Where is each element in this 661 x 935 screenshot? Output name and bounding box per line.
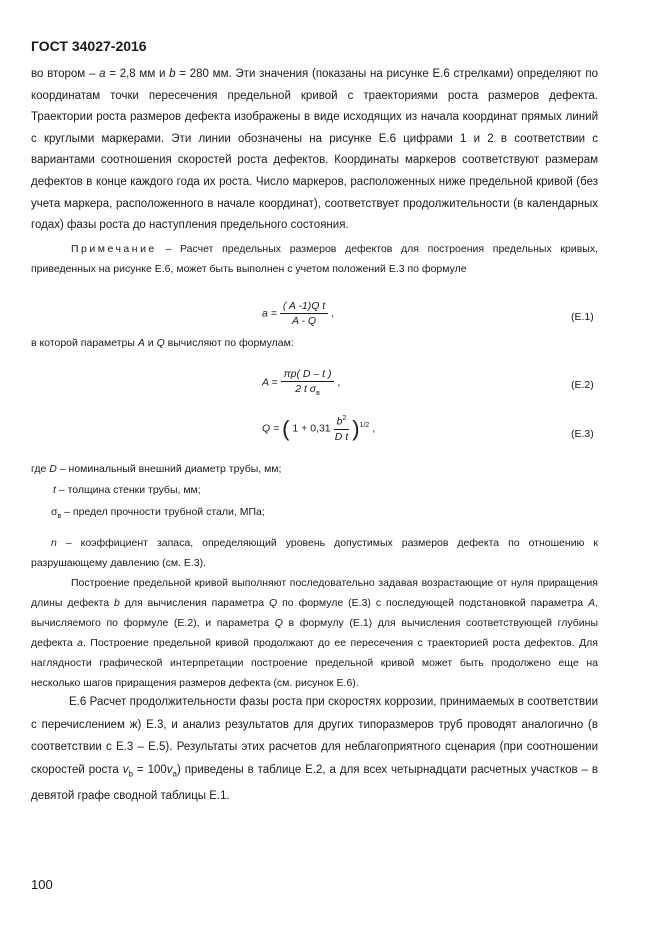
formula-e2: A = $\frac{\pi p( D - t )}{2 t \sigma_в}$ ,: [262, 368, 341, 398]
legend-item-d: где D – номинальный внешний диаметр трубы, мм;: [31, 463, 282, 475]
formula-e3: Q = ( 1 + 0,31 $\frac{b^2}{\text{D t}}$ )$^{1/2}$ ,: [262, 415, 376, 443]
formula-e1: a = $\frac{\text{( A -1)Q t}}{A - Q}$ ,: [262, 300, 335, 327]
note-paragraph: Примечание – Расчет предельных размеров дефектов для построения предельных кривых, приведенных на рисунке Е.6, может быть выполнен с учетом положений Е.3 по формуле: [31, 243, 598, 275]
body-paragraph-intro: во втором – a = 2,8 мм и b = 280 мм. Эти значения (показаны на рисунке Е.6 стрелками) определяют по координатам точки пересечения предельной кривой с траекториями роста размеров дефекта. Траектории роста размеров дефекта изображены в виде исходящих из начала координат прямых линий с круглыми маркерами. Эти линии обозначены на рисунке Е.6 цифрами 1 и 2 в соответствии с вариантами соотношения скоростей роста дефектов. Координаты маркеров соответствуют размерам дефектов в конце каждого года их роста. Число маркеров, расположенных ниже предельной кривой (без учета маркера, расположенного в начале координат), соответствует продолжительности (в календарных годах) фазы роста до наступления предельного состояния.: [31, 68, 599, 232]
document-header: ГОСТ 34027-2016: [31, 38, 147, 54]
legend-item-sigma: $\sigma_в$ – предел прочности трубной стали, МПа;: [51, 506, 265, 521]
formula-number-e3: (Е.3): [571, 428, 594, 440]
note-label: Примечание: [71, 243, 157, 255]
formula-number-e2: (Е.2): [571, 379, 594, 391]
legend-item-n: n – коэффициент запаса, определяющий уровень допустимых размеров дефекта по отношению к разрушающему давлению (см. Е.3).: [31, 537, 598, 569]
legend-item-t: t – толщина стенки трубы, мм;: [53, 484, 201, 496]
section-e6-paragraph: Е.6 Расчет продолжительности фазы роста при скоростях коррозии, принимаемых в соответствии с перечислением ж) Е.3, и анализ результатов для других типоразмеров труб проводят аналогично (в соответствии с Е.3 – Е.5). Результаты этих расчетов для неблагоприятного сценария (при соотношении скоростей роста $v_b = 100v_a$) приведены в таблице Е.2, а для всех четырнадцати расчетных участков – в девятой графе сводной таблицы Е.1.: [31, 696, 598, 803]
page-number: 100: [31, 877, 53, 892]
formula-intro-text: в которой параметры A и Q вычисляют по формулам:: [31, 337, 294, 349]
limit-curve-paragraph: Построение предельной кривой выполняют последовательно задавая возрастающие от нуля приращения длины дефекта b для вычисления параметра Q по формуле (Е.3) с последующей подстановкой параметра A, вычисляемого по формуле (Е.2), и параметра Q в формулу (Е.1) для вычисления соответствующей глубины дефекта a. Построение предельной кривой продолжают до ее пересечения с траекторией роста дефектов. Для наглядности графической интерпретации построение предельной кривой может быть продолжено еще на несколько шагов приращения размеров дефекта (см. рисунок Е.6).: [31, 577, 598, 689]
formula-number-e1: (Е.1): [571, 311, 594, 323]
